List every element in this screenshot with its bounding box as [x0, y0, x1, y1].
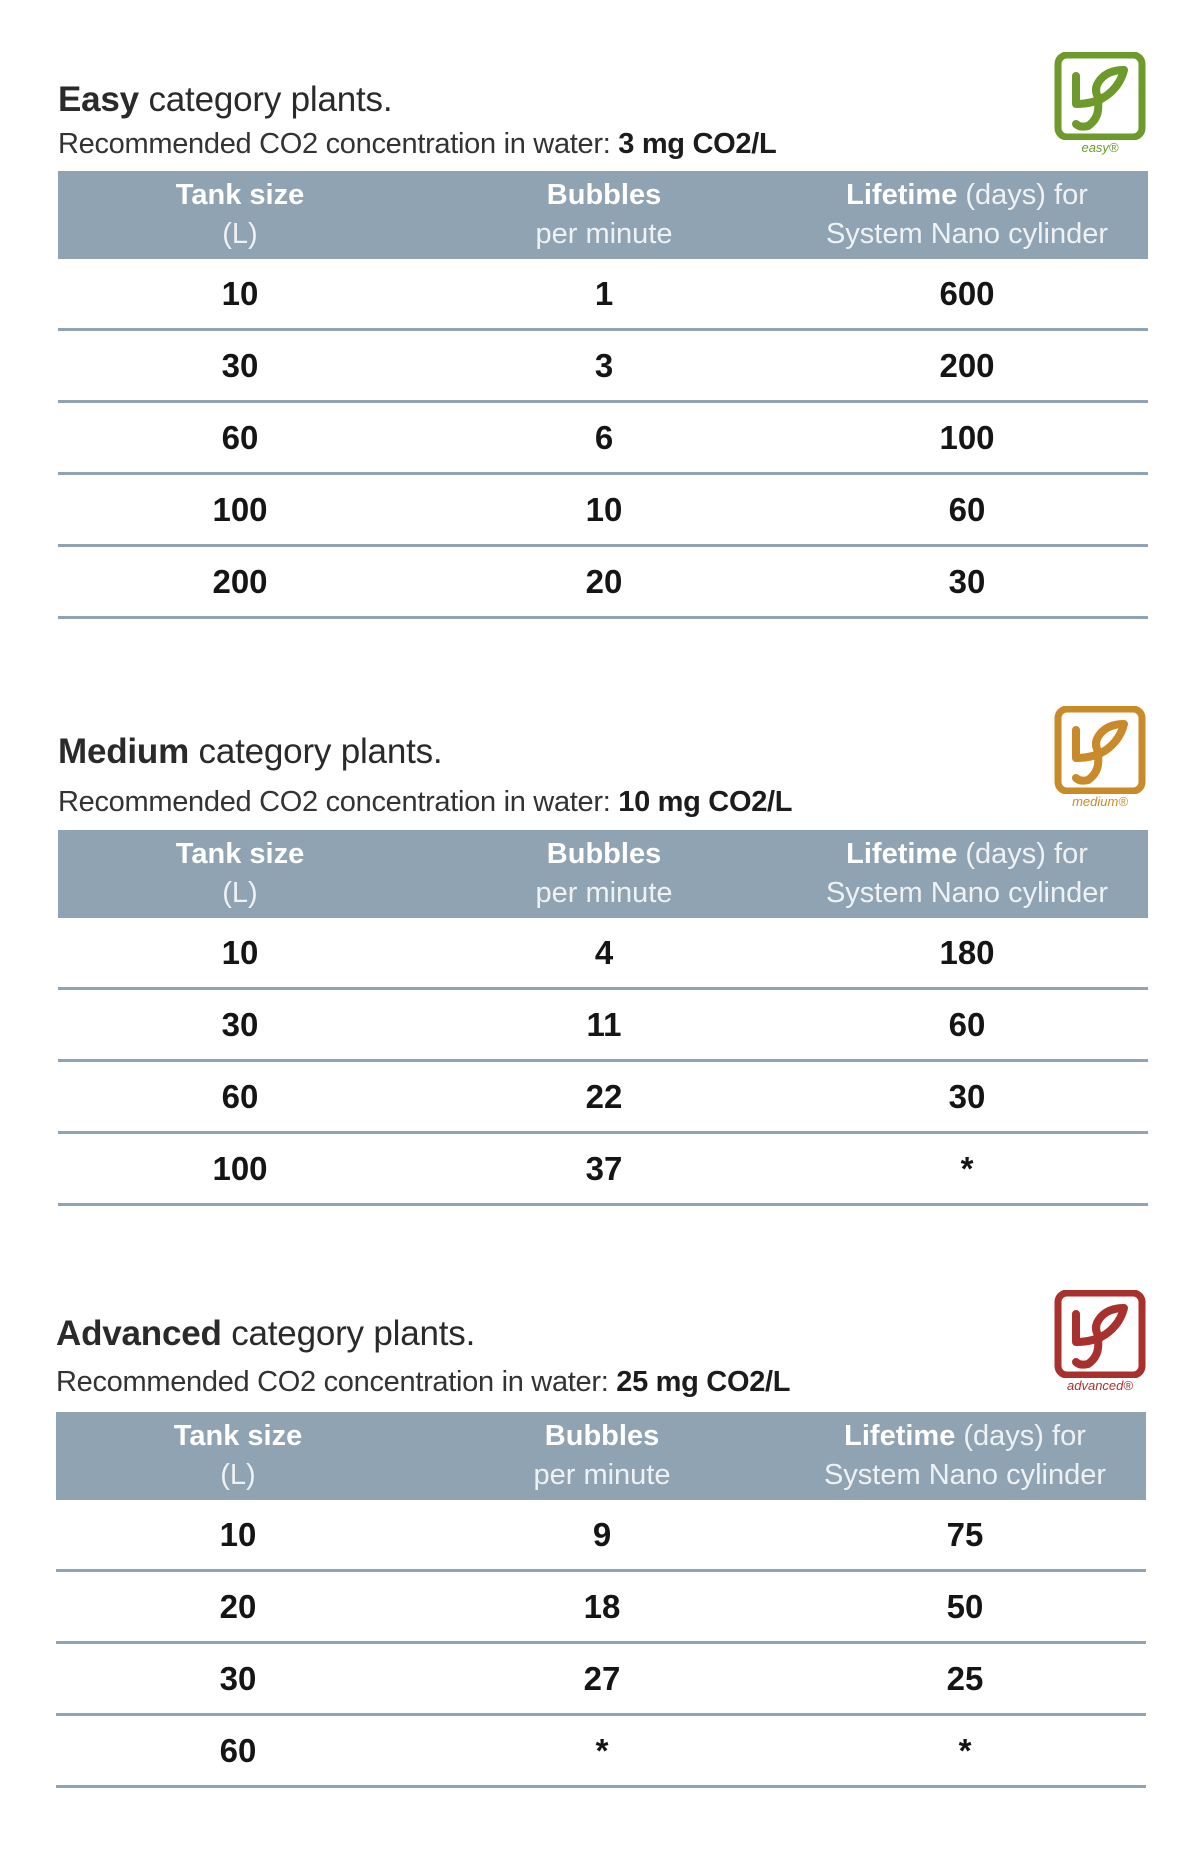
cell-lifetime: 60 — [786, 474, 1148, 546]
table-row — [58, 918, 1148, 989]
cell-bubbles: * — [420, 1715, 784, 1787]
cell-tank: 200 — [58, 546, 422, 618]
section-title-bold: Easy — [58, 80, 139, 119]
col-header-lifetime-label: Lifetime — [846, 179, 958, 211]
cell-bubbles: 10 — [422, 474, 786, 546]
col-header-lifetime-sub: System Nano cylinder — [825, 218, 1109, 250]
table-row — [58, 1133, 1148, 1205]
col-header-lifetime — [786, 830, 1148, 918]
cell-lifetime: 200 — [786, 330, 1148, 402]
cell-lifetime: * — [786, 1133, 1148, 1205]
table-row — [58, 402, 1148, 474]
table-row — [56, 1500, 1146, 1571]
col-header-bubbles-sub: per minute — [535, 877, 673, 909]
subtitle-value: 3 mg CO2/L — [618, 128, 777, 160]
col-header-lifetime-rest: (days) for — [957, 179, 1088, 211]
col-header-lifetime — [784, 1412, 1146, 1500]
cell-bubbles: 18 — [420, 1571, 784, 1643]
cell-bubbles: 27 — [420, 1643, 784, 1715]
section-title — [58, 80, 392, 120]
co2-table — [58, 830, 1148, 1206]
cell-lifetime: 30 — [786, 546, 1148, 618]
table-row — [58, 989, 1148, 1061]
col-header-bubbles-sub: per minute — [533, 1459, 671, 1491]
cell-tank: 100 — [58, 1133, 422, 1205]
table-row — [58, 1061, 1148, 1133]
col-header-lifetime-label: Lifetime — [844, 1420, 956, 1452]
col-header-tank-unit: (L) — [220, 1459, 256, 1491]
cell-bubbles: 3 — [422, 330, 786, 402]
co2-table — [58, 171, 1148, 619]
easy-logo — [1054, 52, 1146, 160]
co2-table — [56, 1412, 1146, 1788]
table-header-row — [56, 1412, 1146, 1500]
cell-bubbles: 9 — [420, 1500, 784, 1571]
section-title-rest: category plants. — [189, 732, 443, 771]
section-title — [58, 732, 442, 772]
medium-leaf-icon — [1054, 706, 1146, 794]
col-header-bubbles — [422, 830, 786, 918]
logo-label: easy® — [1081, 140, 1119, 155]
subtitle-value: 25 mg CO2/L — [616, 1366, 791, 1398]
cell-tank: 100 — [58, 474, 422, 546]
cell-tank: 60 — [56, 1715, 420, 1787]
table-header-row — [58, 830, 1148, 918]
cell-bubbles: 4 — [422, 918, 786, 989]
col-header-bubbles-sub: per minute — [535, 218, 673, 250]
col-header-tank-label: Tank size — [173, 1420, 303, 1452]
cell-lifetime: 60 — [786, 989, 1148, 1061]
cell-lifetime: 75 — [784, 1500, 1146, 1571]
cell-tank: 30 — [58, 989, 422, 1061]
subtitle-prefix: Recommended CO2 concentration in water: — [58, 128, 619, 160]
subtitle-prefix: Recommended CO2 concentration in water: — [56, 1366, 617, 1398]
cell-tank: 20 — [56, 1571, 420, 1643]
col-header-tank-unit: (L) — [222, 877, 258, 909]
cell-tank: 10 — [58, 259, 422, 330]
col-header-bubbles — [420, 1412, 784, 1500]
cell-bubbles: 20 — [422, 546, 786, 618]
table-row — [58, 474, 1148, 546]
cell-bubbles: 11 — [422, 989, 786, 1061]
table-row — [58, 546, 1148, 618]
col-header-lifetime-sub: System Nano cylinder — [825, 877, 1109, 909]
cell-lifetime: 30 — [786, 1061, 1148, 1133]
section-subtitle — [56, 1366, 790, 1399]
logo-label: medium® — [1072, 794, 1128, 809]
section-title — [56, 1314, 475, 1354]
advanced-leaf-icon — [1054, 1290, 1146, 1378]
col-header-bubbles-label: Bubbles — [546, 179, 662, 211]
table-header-row — [58, 171, 1148, 259]
cell-tank: 30 — [56, 1643, 420, 1715]
col-header-lifetime-label: Lifetime — [846, 838, 958, 870]
advanced-logo — [1054, 1290, 1146, 1398]
section-subtitle — [58, 786, 792, 819]
logo-label: advanced® — [1067, 1378, 1133, 1393]
medium-logo — [1054, 706, 1146, 814]
cell-tank: 60 — [58, 402, 422, 474]
section-medium — [58, 724, 1148, 1224]
col-header-lifetime-rest: (days) for — [957, 838, 1088, 870]
cell-lifetime: 25 — [784, 1643, 1146, 1715]
table-row — [56, 1715, 1146, 1787]
col-header-tank-label: Tank size — [175, 838, 305, 870]
section-advanced — [56, 1306, 1146, 1826]
cell-bubbles: 22 — [422, 1061, 786, 1133]
table-row — [58, 330, 1148, 402]
section-title-rest: category plants. — [138, 80, 393, 119]
section-title-bold: Medium — [58, 732, 190, 771]
col-header-bubbles-label: Bubbles — [546, 838, 662, 870]
col-header-lifetime-sub: System Nano cylinder — [823, 1459, 1107, 1491]
cell-lifetime: 180 — [786, 918, 1148, 989]
easy-leaf-icon — [1054, 52, 1146, 140]
col-header-tank — [58, 171, 422, 259]
subtitle-value: 10 mg CO2/L — [618, 786, 793, 818]
col-header-lifetime — [786, 171, 1148, 259]
table-row — [58, 259, 1148, 330]
cell-tank: 30 — [58, 330, 422, 402]
cell-bubbles: 37 — [422, 1133, 786, 1205]
col-header-bubbles-label: Bubbles — [544, 1420, 660, 1452]
col-header-tank — [56, 1412, 420, 1500]
cell-tank: 10 — [56, 1500, 420, 1571]
col-header-tank-unit: (L) — [222, 218, 258, 250]
cell-tank: 60 — [58, 1061, 422, 1133]
section-title-rest: category plants. — [221, 1314, 476, 1353]
cell-lifetime: 600 — [786, 259, 1148, 330]
cell-lifetime: * — [784, 1715, 1146, 1787]
col-header-tank — [58, 830, 422, 918]
table-row — [56, 1571, 1146, 1643]
cell-lifetime: 50 — [784, 1571, 1146, 1643]
col-header-tank-label: Tank size — [175, 179, 305, 211]
subtitle-prefix: Recommended CO2 concentration in water: — [58, 786, 619, 818]
section-title-bold: Advanced — [56, 1314, 222, 1353]
cell-tank: 10 — [58, 918, 422, 989]
cell-lifetime: 100 — [786, 402, 1148, 474]
col-header-bubbles — [422, 171, 786, 259]
col-header-lifetime-rest: (days) for — [955, 1420, 1086, 1452]
section-easy — [58, 72, 1148, 632]
cell-bubbles: 1 — [422, 259, 786, 330]
table-row — [56, 1643, 1146, 1715]
section-subtitle — [58, 128, 776, 161]
cell-bubbles: 6 — [422, 402, 786, 474]
